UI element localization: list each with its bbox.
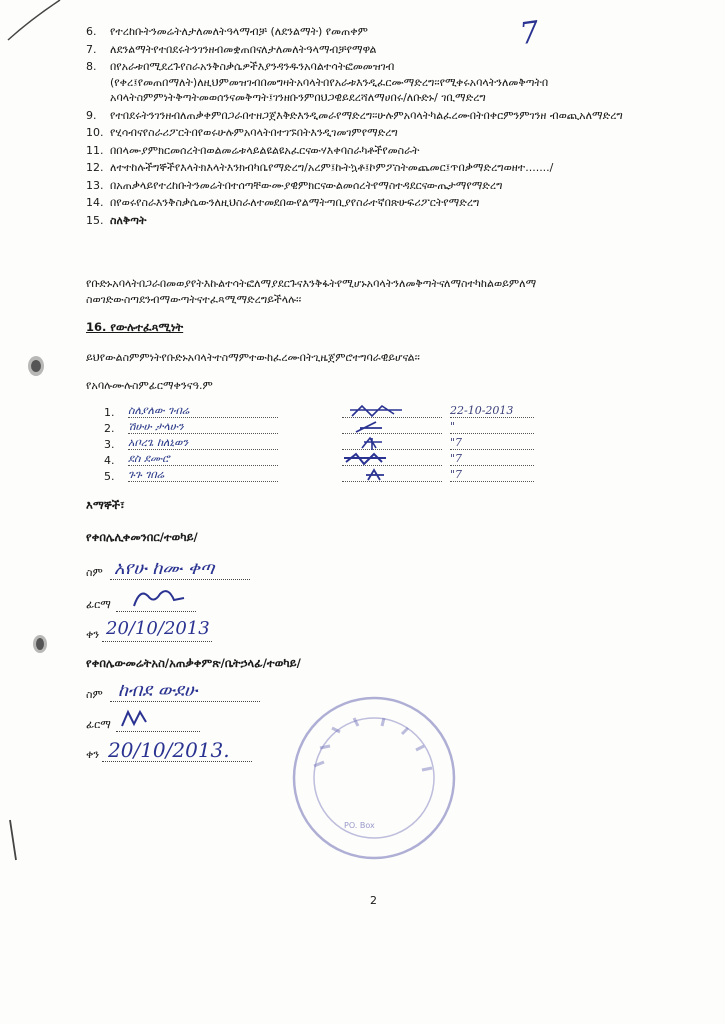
signer-date: "7 [450, 452, 534, 466]
signer-date: " [450, 420, 534, 434]
svg-text:PO. Box: PO. Box [344, 821, 375, 830]
clause-item-penalty-heading: 15. ስለቅጣት [86, 213, 147, 227]
officer-name-field [86, 682, 306, 706]
receiver-sign-label: ፊርማ [86, 598, 111, 611]
signer-index: 3. [104, 438, 115, 451]
clause-item: 13. በአጠቃላይየተረከቡትንመሬትበተሰጣቸውሙያዊምክርናውልመሰረትየማስተዳደርናውጤታማየማድረግ [86, 178, 503, 192]
page-number: 2 [370, 894, 377, 907]
clause-list [86, 24, 686, 230]
signer-index: 5. [104, 470, 115, 483]
signer-row [104, 452, 534, 468]
signer-date: "7 [450, 436, 534, 450]
signer-list [104, 404, 534, 484]
clause-item: 11. በበላሙያምክርመሰረትበወልመሬቱላይልዩልዩአፈርናውሃእቀባስራካቶችየመስራት [86, 143, 420, 157]
officer-sign-label: ፊርማ [86, 718, 111, 731]
officer-title: የቀበሌውመሬትአስ/አጠቃቀምጽ/ቤትኃላፊ/ተወካይ/ [86, 656, 301, 670]
signer-name: ደስ ደሙሮ [128, 452, 278, 466]
corner-handwritten-mark: 7 [517, 14, 542, 53]
receiver-day-label: ቀን [86, 628, 100, 641]
signer-row [104, 404, 534, 420]
clause-item: 9. የተበደሩትንገንዘብለጠቃቀምበጋራበተዘጋጀእቅድእንዲመራየማድረግ፡፡ሁሉምአባላትካልፈረሙበትበቀርምንምገንዘ ብወጪአለማድረግ [86, 108, 623, 122]
signer-index: 1. [104, 406, 115, 419]
officer-day-value: 20/10/2013. [108, 738, 230, 762]
clause-item: 7. ለደንልማትየተበደሩትንገንዘብመቋጠበናለታለመለትዓላማብቻየማዋል [86, 42, 377, 56]
signers-heading: የአባሉሙሉስምፊርማቀንናዓ.ም [86, 379, 213, 392]
signer-row [104, 436, 534, 452]
signer-name: ሽሁሁ ታላሁን [128, 420, 278, 434]
receiver-day-value: 20/10/2013 [106, 618, 210, 639]
receiver-date-field [86, 620, 306, 646]
clause-item: 6. የተረከቡትንመሬትለታለመለትዓላማብቻ (ለደንልማት) የመጠቀም [86, 25, 368, 38]
signer-row [104, 420, 534, 436]
signer-signature [342, 404, 442, 418]
receiver-title: የቀበሌሊቀመንበር/ተወካይ/ [86, 530, 198, 544]
officer-day-label: ቀን [86, 748, 100, 761]
officer-signature [118, 708, 158, 730]
receiver-signature-field [86, 592, 306, 616]
signer-row [104, 468, 534, 484]
witnesses-label: እማኞች፣ [86, 498, 125, 512]
clause-item: 10. የሂሳብናየስራሪፖርትበየወሩሁሉምአባላትበተገኙበትእንዲገመገምየማድረግ [86, 126, 398, 139]
signer-index: 4. [104, 454, 115, 467]
signer-signature [342, 420, 442, 434]
clause-item: 12. ለተተከሉችግኞችየእላትክእላትእንክብካቤየማድረግ/አረም፤ኩትኳቶ፤ኮምፖስትመጨመር፤ጥበቃማድረግወዘተ......./ [86, 161, 554, 174]
official-stamp [284, 688, 464, 868]
clause-item: 8. በየአራቱበሚደረጉየስራአንቅስቃሴዎችእያንዳንዱንአባልተሳትፎመመዝገብ (የቀረ፤የመጠበማለት)ለዚህምመዝገብበመግዛትአባላትበየአራቱእንዲፈርሙማድረግ፡፡የሚቀሩአባላትንለመቅጣትበ አባላትስምምነትቅጣትመወሰንናመቅጣት፤ገንዘቡንምበህጋዊይደረሻለማሀበሩ/ለቡድኑ/ ገቢማድረግ [86, 60, 549, 104]
section-16-text: ይህየውልስምምነትየቡድኑአባላትተስማምተውከፈረሙበትጊዜጀምሮተግባራዊይሆናል፡፡ [86, 351, 420, 364]
receiver-name-label: ስም [86, 566, 103, 579]
section-16-heading: 16. የውሉተፈጻሚነት [86, 320, 184, 334]
signer-name: አቦረጌ ከለኒወን [128, 436, 278, 450]
officer-name-value: ከብደ ውደሁ [118, 680, 198, 701]
clause-item: 14. በየወሩየስራእንቅስቃሴውንለዚህስራለተመደበውየልማትጣቢያየስራተኛበጽሁፍሪፖርትየማድረግ [86, 196, 480, 209]
receiver-signature [130, 586, 190, 612]
signer-signature [342, 468, 442, 482]
receiver-name-field [86, 560, 306, 584]
signer-name: ጉጉ ገበሬ [128, 468, 278, 482]
signer-date: "7 [450, 468, 534, 482]
officer-name-label: ስም [86, 688, 103, 701]
signer-date: 22-10-2013 [450, 404, 534, 418]
signer-signature [342, 436, 442, 450]
officer-signature-field [86, 712, 306, 736]
signer-name: ስለያለው ገብሬ [128, 404, 278, 418]
signer-index: 2. [104, 422, 115, 435]
signer-signature [342, 452, 442, 466]
penalty-paragraph: የቡድኑአባላትበጋራበመወያየትእኩልተሳትፎለማያደርጉናእንቅፋትየሚሆኑአባላትንለመቅጣትናለማስተካከልወይምለማ ስወገድውስጣደንብማውጣትናተፈጻሚማድረግይችላሉ፡፡ [86, 277, 537, 306]
receiver-name-value: አየሁ ከሙ ቀጣ [114, 558, 215, 579]
